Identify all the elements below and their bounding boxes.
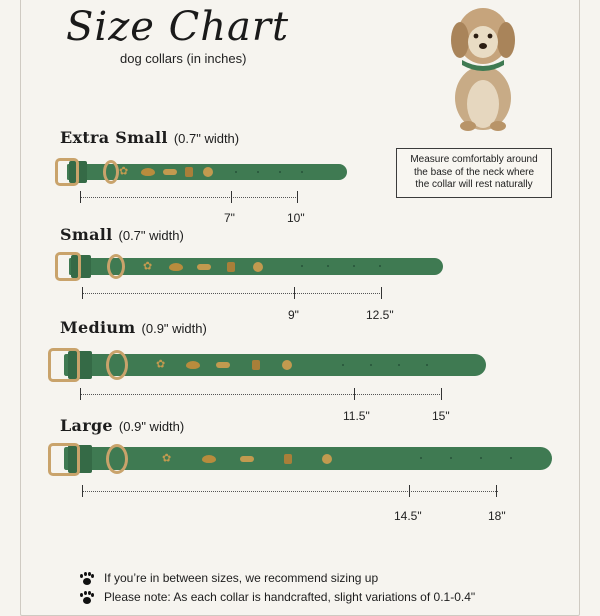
ball-charm-icon <box>282 360 292 370</box>
measure-start-tick <box>82 485 83 497</box>
ball-charm-icon <box>322 454 332 464</box>
min-measure-label: 7" <box>224 211 235 225</box>
leaf-charm-icon <box>186 361 200 369</box>
note-line-3: the collar will rest naturally <box>415 179 533 190</box>
strap-hole <box>398 364 400 366</box>
measure-max-tick <box>381 287 382 299</box>
measure-min-tick <box>354 388 355 400</box>
strap-hole <box>301 265 303 267</box>
size-title-medium <box>60 318 207 337</box>
max-measure-label: 18" <box>488 509 506 523</box>
jar-charm-icon <box>185 167 193 177</box>
strap-hole <box>510 457 512 459</box>
dog-illustration <box>438 2 528 132</box>
buckle-icon <box>55 158 79 186</box>
strap-hole <box>420 457 422 459</box>
measure-start-tick <box>80 388 81 400</box>
size-width: (0.7" width) <box>118 228 184 243</box>
collar-large <box>48 443 554 477</box>
measure-start-tick <box>82 287 83 299</box>
bone-charm-icon <box>163 169 177 175</box>
strap-hole <box>480 457 482 459</box>
measure-line-medium <box>80 394 442 396</box>
leaf-charm-icon <box>202 455 216 463</box>
bone-charm-icon <box>240 456 254 462</box>
strap-hole <box>370 364 372 366</box>
strap-hole <box>327 265 329 267</box>
bullet-text: If you’re in between sizes, we recommend sizing up <box>104 571 379 585</box>
strap-hole <box>342 364 344 366</box>
measure-line-small <box>82 293 382 295</box>
min-measure-label: 14.5" <box>394 509 422 523</box>
note-line-1: Measure comfortably around <box>410 154 538 165</box>
measure-max-tick <box>297 191 298 203</box>
paw-charm-icon: ✿ <box>119 165 129 178</box>
strap-hole <box>279 171 281 173</box>
measure-min-tick <box>231 191 232 203</box>
paw-icon <box>80 572 94 586</box>
size-width: (0.9" width) <box>118 419 185 434</box>
buckle-icon <box>48 348 80 382</box>
strap-hole <box>301 171 303 173</box>
size-name: Medium <box>60 318 136 337</box>
collar-medium <box>48 348 490 382</box>
notes-list <box>80 569 475 607</box>
min-measure-label: 9" <box>288 308 299 322</box>
max-measure-label: 10" <box>287 211 305 225</box>
ball-charm-icon <box>253 262 263 272</box>
buckle-icon <box>48 443 80 476</box>
jar-charm-icon <box>284 454 292 464</box>
max-measure-label: 15" <box>432 409 450 423</box>
list-item <box>80 588 475 607</box>
page-title: Size Chart <box>66 4 290 50</box>
size-width: (0.7" width) <box>173 131 240 146</box>
page-subtitle: dog collars (in inches) <box>120 51 247 66</box>
measure-max-tick <box>441 388 442 400</box>
note-line-2: the base of the neck where <box>413 166 535 178</box>
strap-hole <box>450 457 452 459</box>
size-width: (0.9" width) <box>141 321 207 336</box>
strap-hole <box>379 265 381 267</box>
size-title-large <box>60 416 184 435</box>
keeper-ring-icon <box>103 160 119 184</box>
measure-max-tick <box>496 485 497 497</box>
min-measure-label: 11.5" <box>343 409 370 423</box>
keeper-ring-icon <box>107 254 125 279</box>
jar-charm-icon <box>227 262 235 272</box>
strap-hole <box>426 364 428 366</box>
paw-charm-icon: ✿ <box>143 260 153 272</box>
collar-strap <box>64 447 552 470</box>
keeper-ring-icon <box>106 350 128 380</box>
collar-strap <box>69 258 443 275</box>
paw-charm-icon: ✿ <box>162 452 172 464</box>
bullet-text: Please note: As each collar is handcrafted, slight variations of 0.1-0.4" <box>104 590 476 604</box>
measure-min-tick <box>294 287 295 299</box>
size-name: Large <box>60 416 113 435</box>
measure-min-tick <box>409 485 410 497</box>
leaf-charm-icon <box>141 168 155 176</box>
jar-charm-icon <box>252 360 260 370</box>
keeper-ring-icon <box>106 444 128 474</box>
collar-small <box>55 252 445 282</box>
strap-hole <box>257 171 259 173</box>
buckle-icon <box>55 252 81 281</box>
bone-charm-icon <box>197 264 211 270</box>
ball-charm-icon <box>203 167 213 177</box>
size-name: Small <box>60 225 113 244</box>
size-name: Extra Small <box>60 128 168 147</box>
paw-charm-icon: ✿ <box>156 358 166 371</box>
measure-start-tick <box>80 191 81 203</box>
size-title-extra-small <box>60 128 239 147</box>
strap-hole <box>353 265 355 267</box>
size-title-small <box>60 225 184 244</box>
max-measure-label: 12.5" <box>366 308 394 322</box>
measure-line-extra-small <box>80 197 298 199</box>
paw-icon <box>80 591 94 605</box>
measure-note <box>396 148 552 198</box>
leaf-charm-icon <box>169 263 183 271</box>
collar-extra-small <box>55 158 350 188</box>
strap-hole <box>235 171 237 173</box>
bone-charm-icon <box>216 362 230 368</box>
measure-line-large <box>82 491 498 493</box>
list-item <box>80 569 475 588</box>
